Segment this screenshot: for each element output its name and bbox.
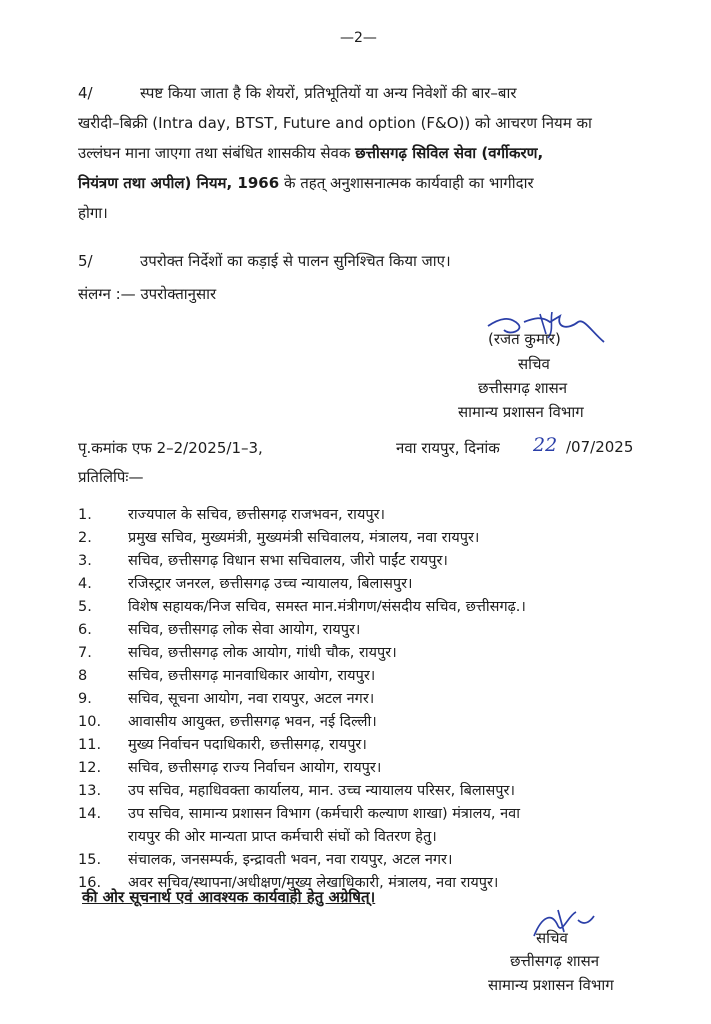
copy-list bbox=[78, 504, 678, 895]
signatory-organization: छत्तीसगढ़ शासन bbox=[478, 379, 568, 397]
list-item bbox=[78, 803, 678, 826]
list-item-text: अवर सचिव/स्थापना/अधीक्षण/मुख्य लेखाधिकारी, मंत्रालय, नवा रायपुर। bbox=[128, 875, 499, 891]
list-item-number: 5. bbox=[78, 599, 92, 615]
signatory2-organization: छत्तीसगढ़ शासन bbox=[510, 952, 600, 970]
list-item-number: 15. bbox=[78, 852, 102, 868]
list-item-number: 1. bbox=[78, 507, 92, 523]
list-item-number: 10. bbox=[78, 714, 102, 730]
paragraph-line: के तहत् अनुशासनात्मक कार्यवाही का भागीदार bbox=[279, 174, 534, 192]
paragraph-number: 5/ bbox=[78, 252, 93, 270]
list-item bbox=[78, 711, 678, 734]
place-date-label: नवा रायपुर, दिनांक bbox=[396, 439, 500, 457]
list-item bbox=[78, 527, 678, 550]
paragraph-line: उल्लंघन माना जाएगा तथा संबंधित शासकीय सेवक bbox=[78, 144, 351, 162]
list-item-text: विशेष सहायक/निज सचिव, समस्त मान.मंत्रीगण/संसदीय सचिव, छत्तीसगढ़.। bbox=[128, 599, 526, 615]
list-item bbox=[78, 642, 678, 665]
signatory-designation: सचिव bbox=[518, 355, 550, 373]
list-item bbox=[78, 665, 678, 688]
date-day-handwritten: 22 bbox=[533, 434, 558, 456]
paragraph-line: होगा। bbox=[78, 204, 108, 222]
signatory2-designation: सचिव bbox=[536, 929, 568, 947]
date-month-year: /07/2025 bbox=[566, 438, 634, 456]
list-item-number: 11. bbox=[78, 737, 102, 753]
closing-line: की ओर सूचनार्थ एवं आवश्यक कार्यवाही हेतु अग्रेषित्। bbox=[82, 888, 376, 906]
list-item-number: 8 bbox=[78, 668, 88, 684]
list-item-number: 3. bbox=[78, 553, 92, 569]
signatory-department: सामान्य प्रशासन विभाग bbox=[458, 403, 584, 421]
list-item-text: सचिव, छत्तीसगढ़ मानवाधिकार आयोग, रायपुर। bbox=[128, 668, 376, 684]
list-item-text: मुख्य निर्वाचन पदाधिकारी, छत्तीसगढ़, रायपुर। bbox=[128, 737, 367, 753]
page-number: —2— bbox=[340, 30, 377, 46]
list-item-text: संचालक, जनसम्पर्क, इन्द्रावती भवन, नवा रायपुर, अटल नगर। bbox=[128, 852, 453, 868]
list-item-number: 7. bbox=[78, 645, 92, 661]
list-item-text: उप सचिव, सामान्य प्रशासन विभाग (कर्मचारी कल्याण शाखा) मंत्रालय, नवा bbox=[128, 806, 520, 822]
list-item-number: 4. bbox=[78, 576, 92, 592]
list-item bbox=[78, 573, 678, 596]
paragraph-5 bbox=[78, 246, 638, 276]
list-item-number: 16. bbox=[78, 875, 102, 891]
list-item bbox=[78, 596, 678, 619]
paragraph-4 bbox=[78, 78, 638, 228]
list-item-number: 13. bbox=[78, 783, 102, 799]
list-item bbox=[78, 757, 678, 780]
list-item-number: 9. bbox=[78, 691, 92, 707]
list-item-text: राज्यपाल के सचिव, छत्तीसगढ़ राजभवन, रायपुर। bbox=[128, 507, 386, 523]
paragraph-line: स्पष्ट किया जाता है कि शेयरों, प्रतिभूतियों या अन्य निवेशों की बार–बार bbox=[140, 84, 517, 102]
list-item-number: 2. bbox=[78, 530, 92, 546]
list-item-text: रजिस्ट्रार जनरल, छत्तीसगढ़ उच्च न्यायालय, बिलासपुर। bbox=[128, 576, 413, 592]
list-item-text: सचिव, सूचना आयोग, नवा रायपुर, अटल नगर। bbox=[128, 691, 375, 707]
list-item bbox=[78, 504, 678, 527]
list-item-text: सचिव, छत्तीसगढ़ विधान सभा सचिवालय, जीरो पाईंट रायपुर। bbox=[128, 553, 448, 569]
list-item-number: 14. bbox=[78, 806, 102, 822]
list-item-text: प्रमुख सचिव, मुख्यमंत्री, मुख्यमंत्री सचिवालय, मंत्रालय, नवा रायपुर। bbox=[128, 530, 480, 546]
rule-name-bold-cont: नियंत्रण तथा अपील) नियम, 1966 bbox=[78, 174, 280, 192]
list-item-continuation bbox=[78, 826, 678, 849]
list-item bbox=[78, 550, 678, 573]
rule-name-bold: छत्तीसगढ़ सिविल सेवा (वर्गीकरण, bbox=[355, 144, 544, 162]
list-item bbox=[78, 734, 678, 757]
list-item bbox=[78, 780, 678, 803]
reference-number: पृ.कमांक एफ 2–2/2025/1–3, bbox=[78, 439, 263, 457]
list-item-text: सचिव, छत्तीसगढ़ लोक आयोग, गांधी चौक, रायपुर। bbox=[128, 645, 397, 661]
paragraph-number: 4/ bbox=[78, 84, 93, 102]
list-item bbox=[78, 619, 678, 642]
list-item bbox=[78, 688, 678, 711]
list-item-text: उप सचिव, महाधिवक्ता कार्यालय, मान. उच्च न्यायालय परिसर, बिलासपुर। bbox=[128, 783, 515, 799]
list-item bbox=[78, 849, 678, 872]
list-item-text: आवासीय आयुक्त, छत्तीसगढ़ भवन, नई दिल्ली। bbox=[128, 714, 377, 730]
enclosure-line: संलग्न :— उपरोक्तानुसार bbox=[78, 285, 217, 303]
list-item-text: सचिव, छत्तीसगढ़ लोक सेवा आयोग, रायपुर। bbox=[128, 622, 361, 638]
paragraph-line: खरीदी–बिक्री (Intra day, BTST, Future and option (F&O)) को आचरण नियम का bbox=[78, 114, 592, 132]
list-item-text: रायपुर की ओर मान्यता प्राप्त कर्मचारी संघों को वितरण हेतु। bbox=[128, 829, 437, 845]
copy-heading: प्रतिलिपिः— bbox=[78, 468, 144, 486]
signatory-name: (रजत कुमार) bbox=[488, 330, 561, 348]
signatory2-department: सामान्य प्रशासन विभाग bbox=[488, 976, 614, 994]
list-item-text: सचिव, छत्तीसगढ़ राज्य निर्वाचन आयोग, रायपुर। bbox=[128, 760, 382, 776]
list-item-number: 6. bbox=[78, 622, 92, 638]
list-item-number: 12. bbox=[78, 760, 102, 776]
paragraph-text: उपरोक्त निर्देशों का कड़ाई से पालन सुनिश्चित किया जाए। bbox=[140, 252, 451, 270]
